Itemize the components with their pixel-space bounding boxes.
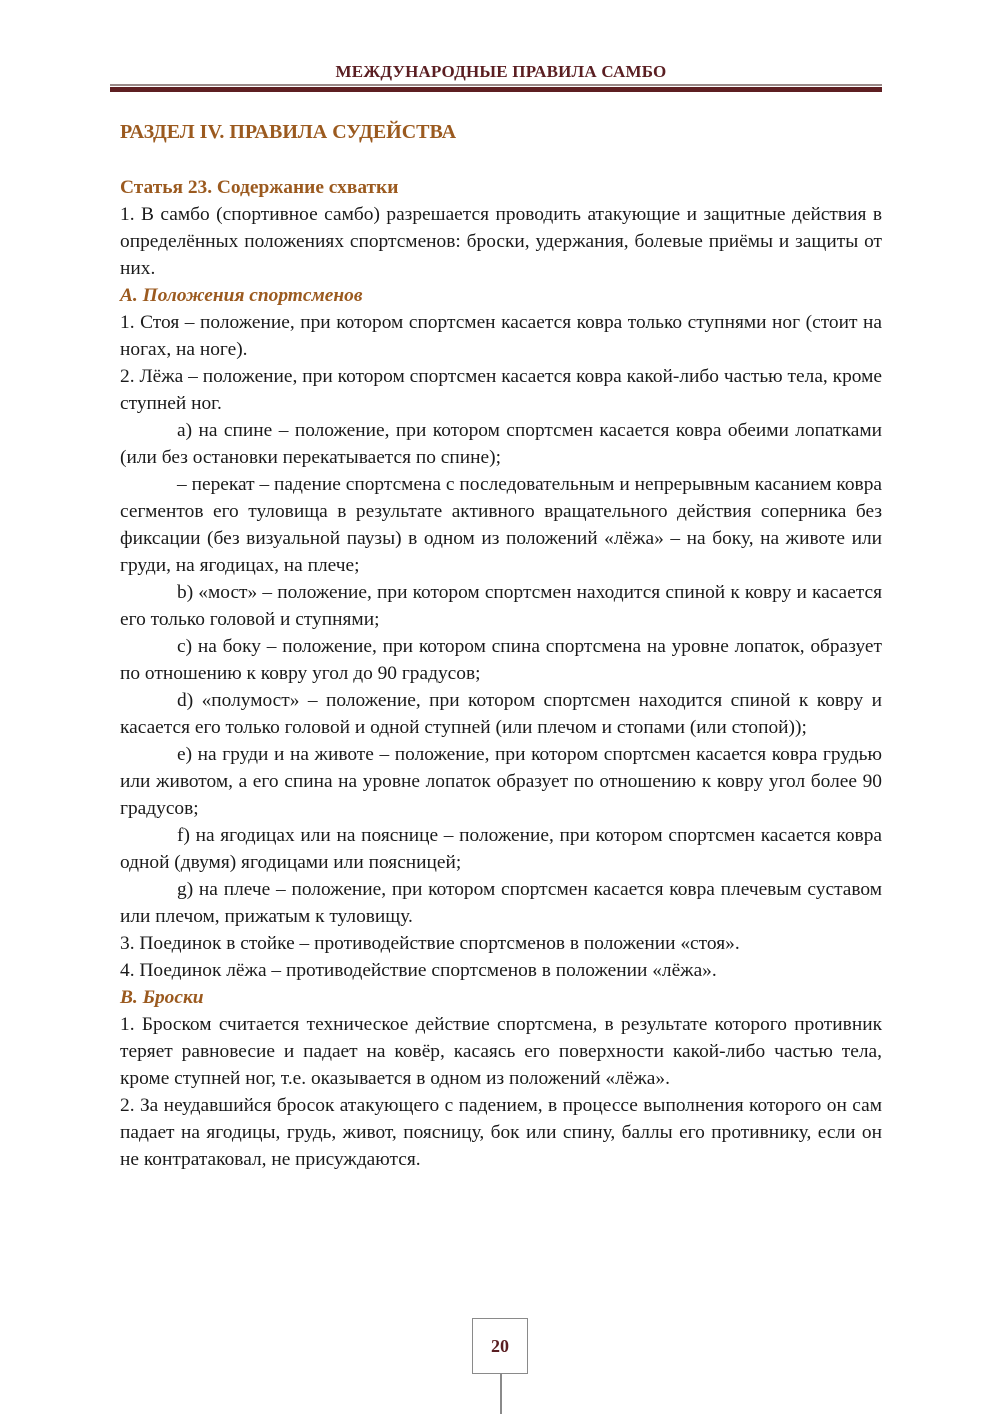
article-intro: 1. В самбо (спортивное самбо) разрешается проводить атакующие и защитные действия в определённых положениях спортсменов: броски, удержания, болевые приёмы и защиты от них. [120, 204, 882, 279]
paragraph: 1. Стоя – положение, при котором спортсмен касается ковра только ступнями ног (стоит на ногах, на ноге). [120, 312, 882, 360]
paragraph: 2. Лёжа – положение, при котором спортсмен касается ковра какой-либо частью тела, кроме ступней ног. [120, 366, 882, 414]
paragraph: d) «полумост» – положение, при котором спортсмен находится спиной к ковру и касается его только головой и одной ступней (или плечом и стопами (или стопой)); [120, 690, 882, 738]
running-header: МЕЖДУНАРОДНЫЕ ПРАВИЛА САМБО [335, 62, 667, 81]
paragraph: 4. Поединок лёжа – противодействие спортсменов в положении «лёжа». [120, 960, 717, 981]
page-content [120, 112, 882, 1173]
paragraph: a) на спине – положение, при котором спортсмен касается ковра обеими лопатками (или без остановки перекатывается по спине); [120, 420, 882, 468]
paragraph: e) на груди и на животе – положение, при котором спортсмен касается ковра грудью или животом, а его спина на уровне лопаток образует по отношению к ковру угол более 90 градусов; [120, 744, 882, 819]
paragraph: g) на плече – положение, при котором спортсмен касается ковра плечевым суставом или плечом, прижатым к туловищу. [120, 879, 882, 927]
section-title: РАЗДЕЛ IV. ПРАВИЛА СУДЕЙСТВА [120, 121, 457, 143]
subsection-a-title: А. Положения спортсменов [120, 285, 363, 306]
paragraph: – перекат – падение спортсмена с последовательным и непрерывным касанием ковра сегментов его туловища в результате активного вращательного действия соперника без фиксации (без визуальной паузы) в одном из положений «лёжа» – на боку, на животе или груди, на ягодицах, на плече; [120, 474, 882, 576]
paragraph: f) на ягодицах или на пояснице – положение, при котором спортсмен касается ковра одной (двумя) ягодицами или поясницей; [120, 825, 882, 873]
page-number-stem [500, 1374, 502, 1414]
header-rule-thick [110, 87, 882, 92]
page-number: 20 [491, 1335, 509, 1356]
article-title: Статья 23. Содержание схватки [120, 177, 399, 198]
header-rule-thin [110, 84, 882, 86]
paragraph: b) «мост» – положение, при котором спортсмен находится спиной к ковру и касается его только головой и ступнями; [120, 582, 882, 630]
paragraph: c) на боку – положение, при котором спина спортсмена на уровне лопаток, образует по отношению к ковру угол до 90 градусов; [120, 636, 882, 684]
paragraph: 3. Поединок в стойке – противодействие спортсменов в положении «стоя». [120, 933, 740, 954]
paragraph: 2. За неудавшийся бросок атакующего с падением, в процессе выполнения которого он сам падает на ягодицы, грудь, живот, поясницу, бок или спину, баллы его противнику, если он не контратаковал, не присуждаются. [120, 1095, 882, 1170]
paragraph: 1. Броском считается техническое действие спортсмена, в результате которого противник теряет равновесие и падает на ковёр, касаясь его поверхности какой-либо частью тела, кроме ступней ног, т.е. оказывается в одном из положений «лёжа». [120, 1014, 882, 1089]
subsection-b-title: B. Броски [120, 987, 204, 1008]
page-number-box [472, 1318, 528, 1374]
